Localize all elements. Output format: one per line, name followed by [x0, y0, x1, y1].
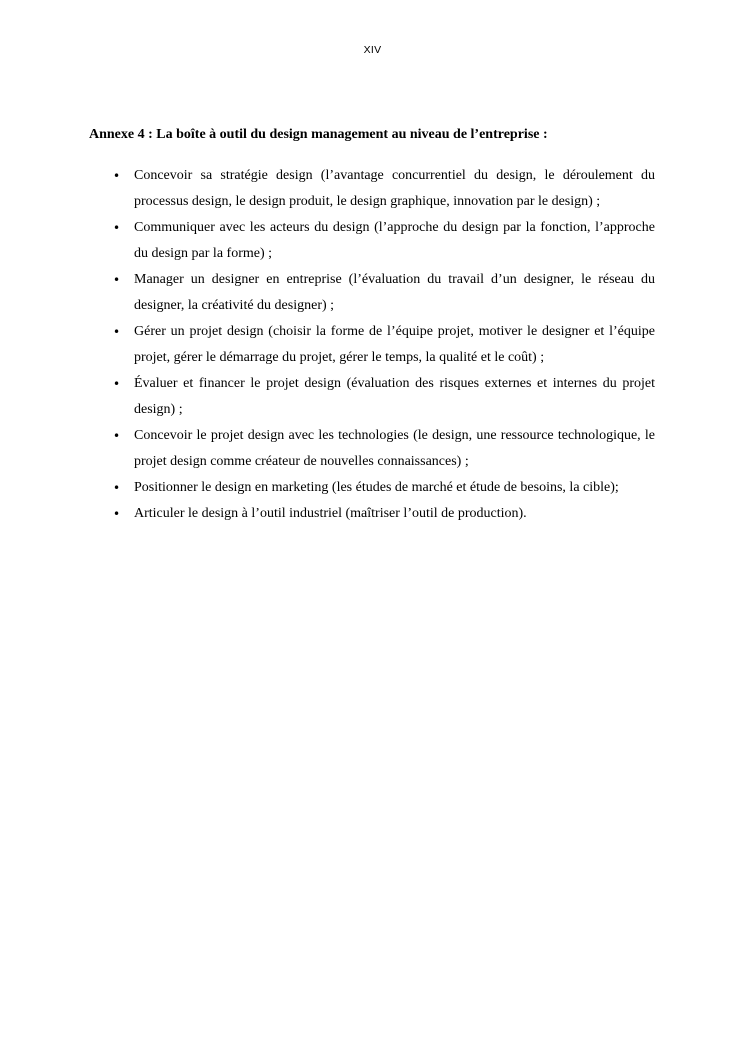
bullet-icon: •: [113, 273, 121, 287]
list-item: [0, 267, 655, 319]
list-item-text: Gérer un projet design (choisir la forme de l’équipe projet, motiver le designer et l’équipe projet, gérer le démarrage du projet, gérer le temps, la qualité et le coût) ;: [134, 324, 655, 365]
list-item: [0, 371, 655, 423]
bullet-icon: •: [113, 221, 121, 235]
list-item-text: Concevoir sa stratégie design (l’avantage concurrentiel du design, le déroulement du processus design, le design produit, le design graphique, innovation par le design) ;: [134, 168, 655, 209]
list-item: [0, 475, 655, 501]
list-item: [0, 163, 655, 215]
bullet-icon: •: [113, 377, 121, 391]
toolbox-list: [0, 163, 745, 527]
bullet-icon: •: [113, 325, 121, 339]
list-item-text: Communiquer avec les acteurs du design (l’approche du design par la fonction, l’approche du design par la forme) ;: [134, 220, 655, 261]
list-item: [0, 215, 655, 267]
page-number: XIV: [363, 44, 382, 56]
list-item-text: Évaluer et financer le projet design (évaluation des risques externes et internes du projet design) ;: [134, 376, 655, 417]
list-item-text: Concevoir le projet design avec les technologies (le design, une ressource technologique, le projet design comme créateur de nouvelles connaissances) ;: [134, 428, 655, 469]
list-item: [0, 319, 655, 371]
annex-title: Annexe 4 : La boîte à outil du design management au niveau de l’entreprise :: [89, 127, 548, 142]
list-item-text: Manager un designer en entreprise (l’évaluation du travail d’un designer, le réseau du designer, la créativité du designer) ;: [134, 272, 655, 313]
list-item-text: Positionner le design en marketing (les études de marché et étude de besoins, la cible);: [134, 480, 619, 495]
list-item: [0, 423, 655, 475]
bullet-icon: •: [113, 429, 121, 443]
bullet-icon: •: [113, 169, 121, 183]
list-item: [0, 501, 655, 527]
list-item-text: Articuler le design à l’outil industriel (maîtriser l’outil de production).: [134, 506, 527, 521]
bullet-icon: •: [113, 481, 121, 495]
bullet-icon: •: [113, 507, 121, 521]
